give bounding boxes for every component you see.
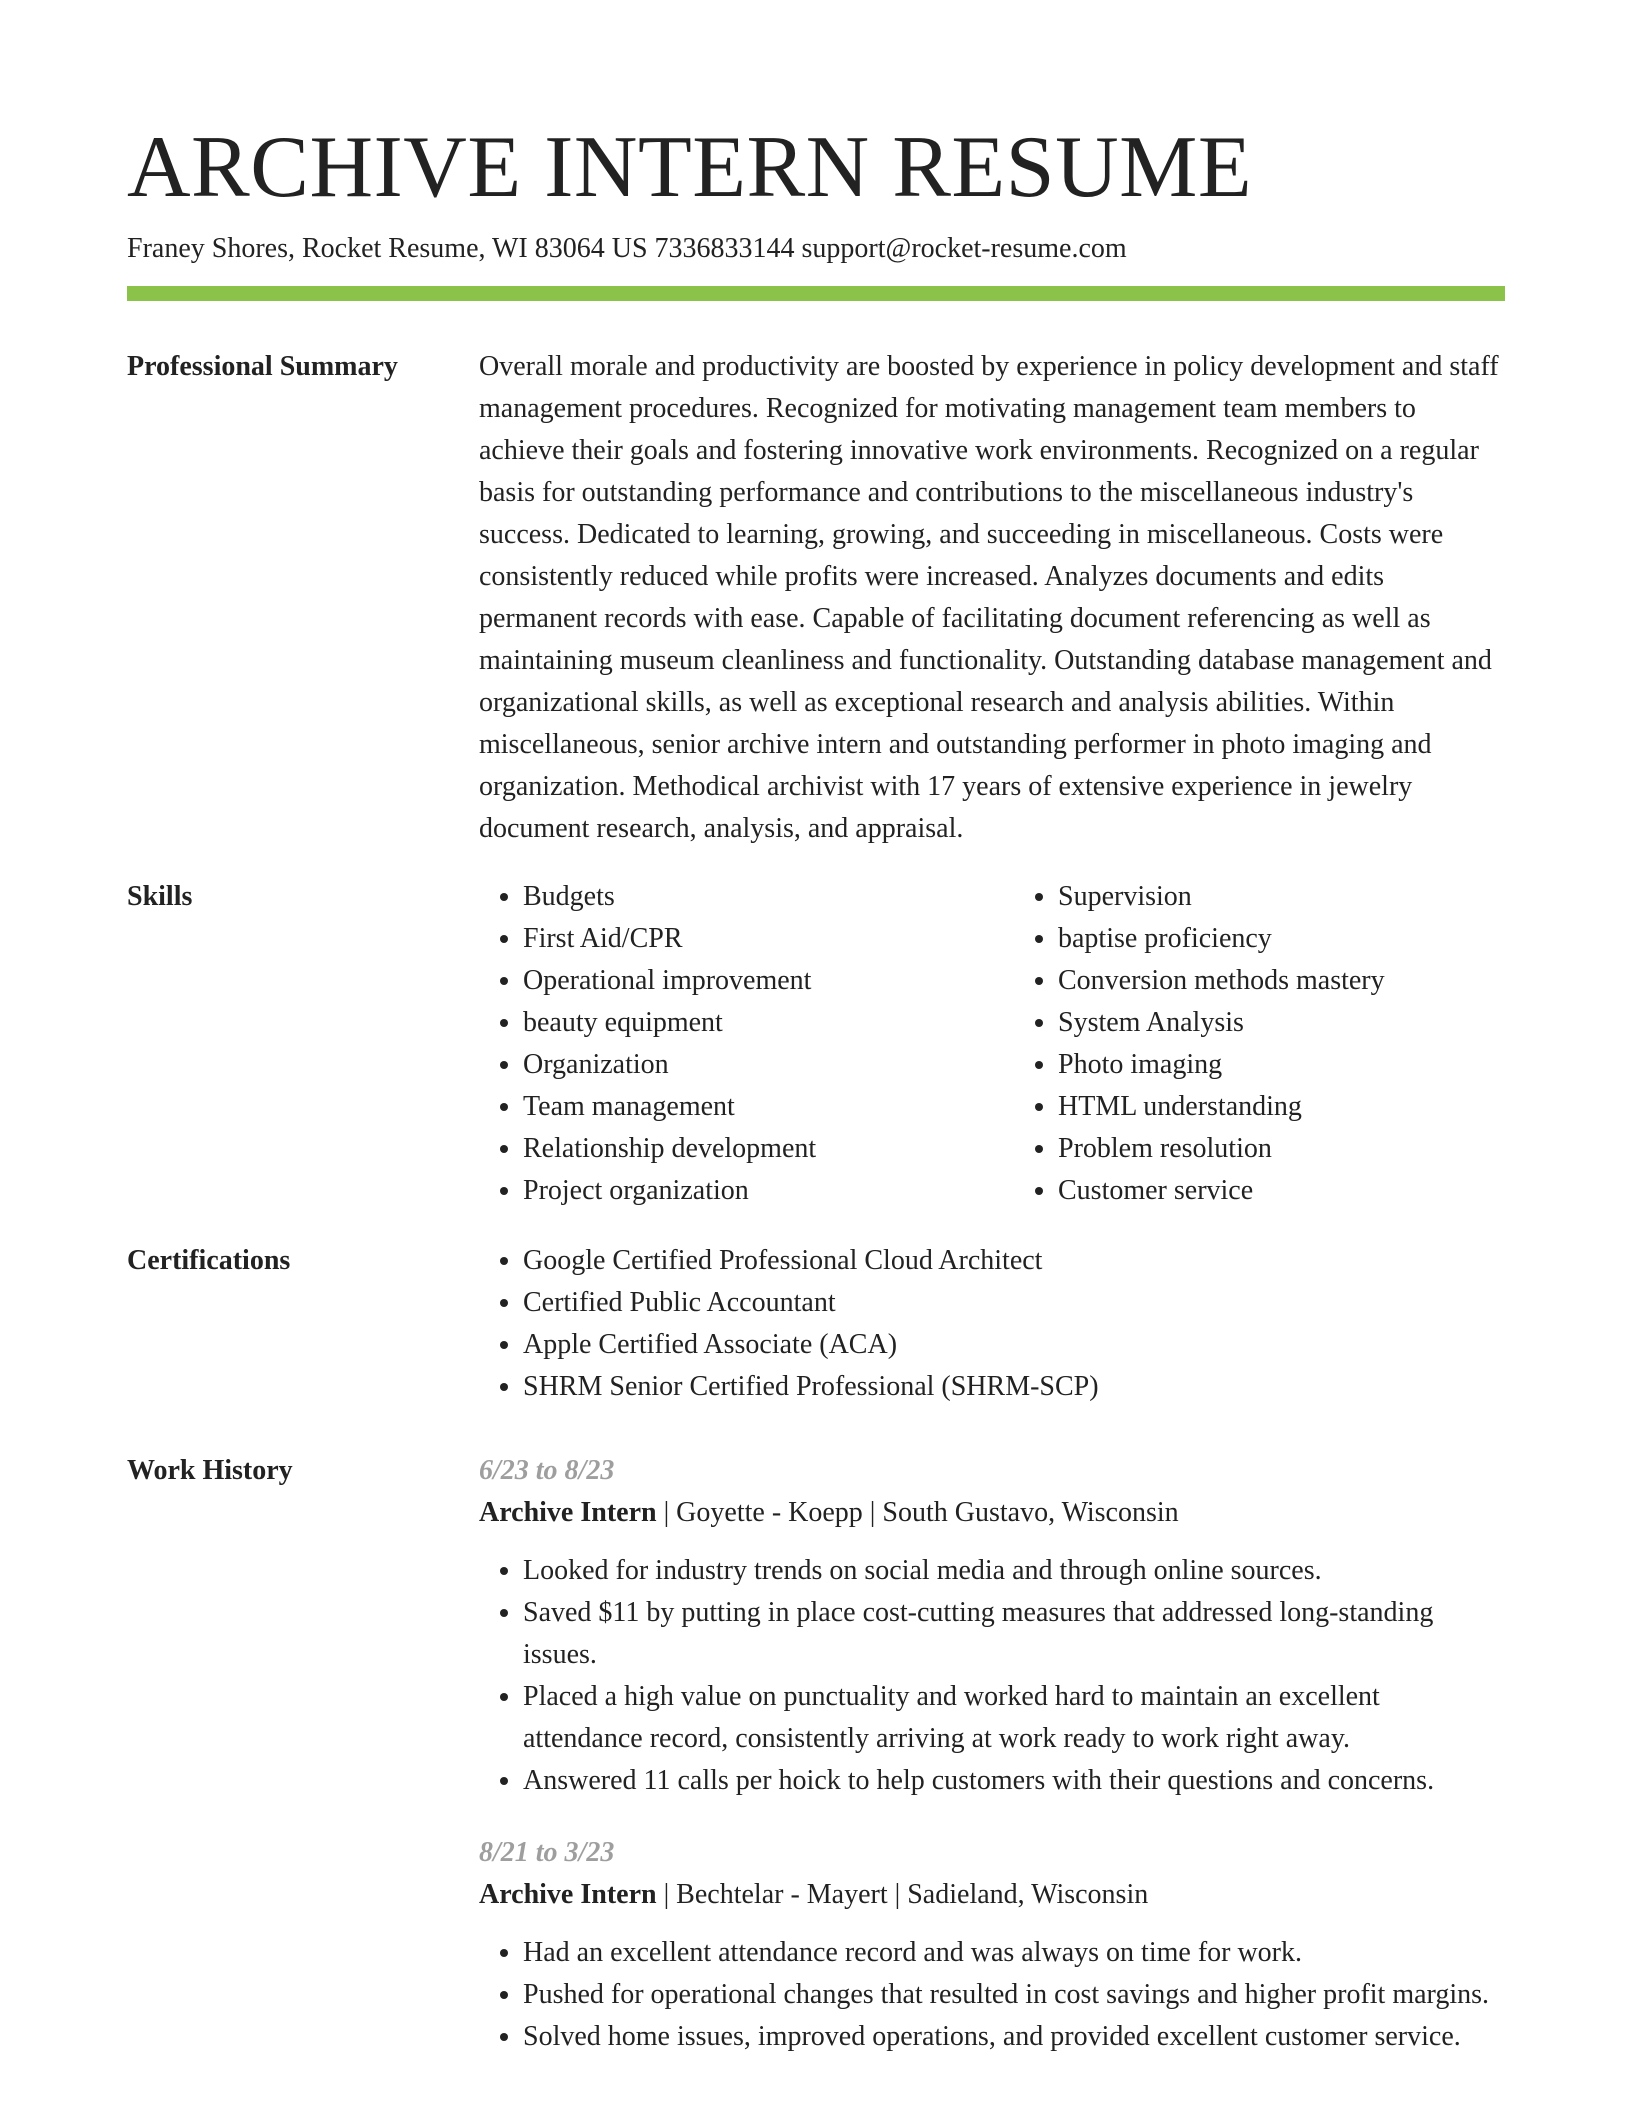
job-title-line — [479, 1492, 1505, 1534]
contact-line: Franey Shores, Rocket Resume, WI 83064 US 7336833144 support@rocket-resume.com — [127, 233, 1127, 264]
skill-item: • System Analysis — [1058, 1002, 1505, 1044]
certifications-list — [479, 1240, 1505, 1408]
job-entry — [479, 1450, 1505, 1802]
job-bullet: • Solved home issues, improved operations, and provided excellent customer service. — [523, 2016, 1505, 2058]
job-dates: 8/21 to 3/23 — [479, 1837, 615, 1868]
skill-item: • baptise proficiency — [1058, 918, 1505, 960]
resume-title: ARCHIVE INTERN RESUME — [127, 119, 1253, 216]
summary-text: Overall morale and productivity are boosted by experience in policy development and staff management procedures. Recognized for motivating management team members to achieve their goals and fostering innovative work environments. Recognized on a regular basis for outstanding performance and contributions to the miscellaneous industry's success. Dedicated to learning, growing, and succeeding in miscellaneous. Costs were consistently reduced while profits were increased. Analyzes documents and edits permanent records with ease. Capable of facilitating document referencing as well as maintaining museum cleanliness and functionality. Outstanding database management and organizational skills, as well as exceptional research and analysis abilities. Within miscellaneous, senior archive intern and outstanding performer in photo imaging and organization. Methodical archivist with 17 years of extensive experience in jewelry document research, analysis, and appraisal. — [479, 351, 1499, 844]
job-bullet: • Looked for industry trends on social media and through online sources. — [523, 1550, 1505, 1592]
skills-list-right — [1014, 876, 1505, 1212]
summary-body — [479, 346, 1505, 850]
skill-item: • Relationship development — [523, 1128, 970, 1170]
accent-divider — [127, 286, 1505, 301]
skill-item: • Operational improvement — [523, 960, 970, 1002]
job-bullets — [479, 1932, 1505, 2058]
skills-columns — [479, 876, 1505, 1212]
certifications-body — [479, 1240, 1505, 1408]
skill-item: • Organization — [523, 1044, 970, 1086]
skill-item: • Problem resolution — [1058, 1128, 1505, 1170]
job-dates: 6/23 to 8/23 — [479, 1455, 615, 1486]
skill-item: • First Aid/CPR — [523, 918, 970, 960]
job-bullet: • Had an excellent attendance record and was always on time for work. — [523, 1932, 1505, 1974]
job-bullet: • Pushed for operational changes that resulted in cost savings and higher profit margins. — [523, 1974, 1505, 2016]
job-bullet: • Answered 11 calls per hoick to help customers with their questions and concerns. — [523, 1760, 1505, 1802]
job-role: Archive Intern — [479, 1497, 657, 1528]
skill-item: • Customer service — [1058, 1170, 1505, 1212]
skills-list-left — [479, 876, 970, 1212]
skill-item: • Conversion methods mastery — [1058, 960, 1505, 1002]
certification-item: • Apple Certified Associate (ACA) — [523, 1324, 1505, 1366]
certification-item: • Certified Public Accountant — [523, 1282, 1505, 1324]
certification-item: • Google Certified Professional Cloud Architect — [523, 1240, 1505, 1282]
work-history-heading: Work History — [127, 1455, 293, 1486]
job-bullet: • Saved $11 by putting in place cost-cutting measures that addressed long-standing issues. — [523, 1592, 1505, 1676]
job-company-location: | Goyette - Koepp | South Gustavo, Wisconsin — [656, 1497, 1179, 1528]
skill-item: • Project organization — [523, 1170, 970, 1212]
job-bullet: • Placed a high value on punctuality and worked hard to maintain an excellent attendance record, consistently arriving at work ready to work right away. — [523, 1676, 1505, 1760]
skills-heading: Skills — [127, 881, 193, 912]
certification-item: • SHRM Senior Certified Professional (SHRM-SCP) — [523, 1366, 1505, 1408]
skill-item: • Photo imaging — [1058, 1044, 1505, 1086]
job-role: Archive Intern — [479, 1879, 657, 1910]
job-title-line — [479, 1874, 1505, 1916]
job-company-location: | Bechtelar - Mayert | Sadieland, Wisconsin — [656, 1879, 1149, 1910]
certifications-heading: Certifications — [127, 1245, 291, 1276]
job-bullets — [479, 1550, 1505, 1802]
skill-item: • Supervision — [1058, 876, 1505, 918]
skill-item: • HTML understanding — [1058, 1086, 1505, 1128]
summary-heading: Professional Summary — [127, 351, 398, 382]
skill-item: • Budgets — [523, 876, 970, 918]
job-entry — [479, 1832, 1505, 2058]
skill-item: • Team management — [523, 1086, 970, 1128]
skill-item: • beauty equipment — [523, 1002, 970, 1044]
work-history-body — [479, 1450, 1505, 2058]
